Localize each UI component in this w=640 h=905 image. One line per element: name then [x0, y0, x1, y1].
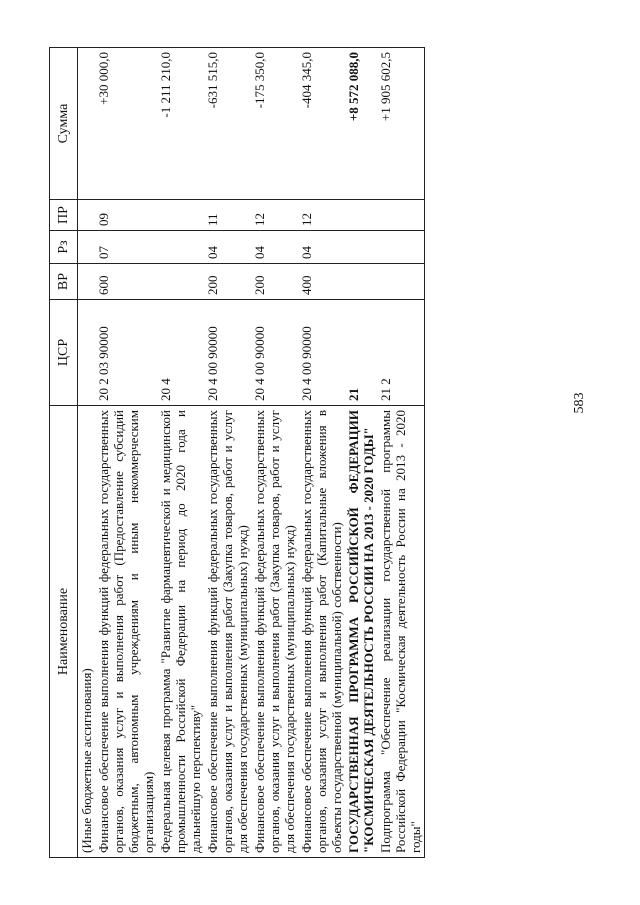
row-pr: 09: [95, 200, 157, 231]
row-rz: [78, 231, 96, 264]
row-csr: 20 4 00 90000: [204, 300, 251, 406]
table-row: [204, 48, 251, 858]
row-vr: [157, 264, 204, 300]
page-number: 583: [572, 392, 587, 414]
row-rz: [345, 231, 377, 264]
table-row: [78, 48, 96, 858]
row-name: Подпрограмма "Обеспечение реализации государственной программы Российской Федерации "Космическая деятельность России на 2013 - 2020 годы": [377, 406, 425, 858]
row-pr: [345, 200, 377, 231]
row-sum: -631 515,0: [204, 48, 251, 200]
budget-table: [49, 47, 425, 858]
row-csr: 20 4 00 90000: [298, 300, 345, 406]
table-row: [251, 48, 298, 858]
row-csr: 20 4: [157, 300, 204, 406]
row-sum: -1 211 210,0: [157, 48, 204, 200]
header-rz: Рз: [50, 231, 78, 264]
row-rz: 04: [204, 231, 251, 264]
row-vr: [78, 264, 96, 300]
header-name: Наименование: [50, 406, 78, 858]
row-rz: [377, 231, 425, 264]
table-row: [377, 48, 425, 858]
table-header-row: [50, 48, 78, 858]
table-row-program: [345, 48, 377, 858]
row-csr: 21 2: [377, 300, 425, 406]
header-csr: ЦСР: [50, 300, 78, 406]
row-rz: [157, 231, 204, 264]
row-name: Финансовое обеспечение выполнения функций федеральных государственных органов, оказания услуг и выполнения работ (Закупка товаров, работ и услуг для обеспечения государственных (муниципальных) нужд): [204, 406, 251, 858]
rotated-page-frame: [49, 48, 561, 858]
row-vr: [345, 264, 377, 300]
row-csr: 20 2 03 90000: [95, 300, 157, 406]
row-pr: 12: [251, 200, 298, 231]
header-vr: ВР: [50, 264, 78, 300]
row-rz: 04: [298, 231, 345, 264]
row-sum: +30 000,0: [95, 48, 157, 200]
header-pr: ПР: [50, 200, 78, 231]
row-csr: 20 4 00 90000: [251, 300, 298, 406]
row-csr: 21: [345, 300, 377, 406]
row-rz: 07: [95, 231, 157, 264]
row-rz: 04: [251, 231, 298, 264]
table-row: [298, 48, 345, 858]
row-pr: [157, 200, 204, 231]
table-row: [157, 48, 204, 858]
row-sum: +8 572 088,0: [345, 48, 377, 200]
row-name: Финансовое обеспечение выполнения функций федеральных государственных органов, оказания услуг и выполнения работ (Предоставление субсидий бюджетным, автономным учреждениям и иным некоммерческим организациям): [95, 406, 157, 858]
row-vr: 200: [204, 264, 251, 300]
row-pr: 11: [204, 200, 251, 231]
header-sum: Сумма: [50, 48, 78, 200]
row-vr: [377, 264, 425, 300]
row-name: Финансовое обеспечение выполнения функций федеральных государственных органов, оказания услуг и выполнения работ (Капитальные вложения в объекты государственной (муниципальной) собственности): [298, 406, 345, 858]
row-vr: 200: [251, 264, 298, 300]
row-name: (Иные бюджетные ассигнования): [78, 406, 96, 858]
row-name: ГОСУДАРСТВЕННАЯ ПРОГРАММА РОССИЙСКОЙ ФЕДЕРАЦИИ "КОСМИЧЕСКАЯ ДЕЯТЕЛЬНОСТЬ РОССИИ НА 2013 - 2020 ГОДЫ": [345, 406, 377, 858]
row-sum: [78, 48, 96, 200]
row-sum: +1 905 602,5: [377, 48, 425, 200]
row-name: Финансовое обеспечение выполнения функций федеральных государственных органов, оказания услуг и выполнения работ (Закупка товаров, работ и услуг для обеспечения государственных (муниципальных) нужд): [251, 406, 298, 858]
row-name: Федеральная целевая программа "Развитие фармацевтической и медицинской промышленности Российской Федерации на период до 2020 года и дальнейшую перспективу": [157, 406, 204, 858]
row-sum: -404 345,0: [298, 48, 345, 200]
row-vr: 600: [95, 264, 157, 300]
row-pr: [377, 200, 425, 231]
row-pr: 12: [298, 200, 345, 231]
table-row: [95, 48, 157, 858]
row-vr: 400: [298, 264, 345, 300]
row-csr: [78, 300, 96, 406]
row-pr: [78, 200, 96, 231]
row-sum: -175 350,0: [251, 48, 298, 200]
